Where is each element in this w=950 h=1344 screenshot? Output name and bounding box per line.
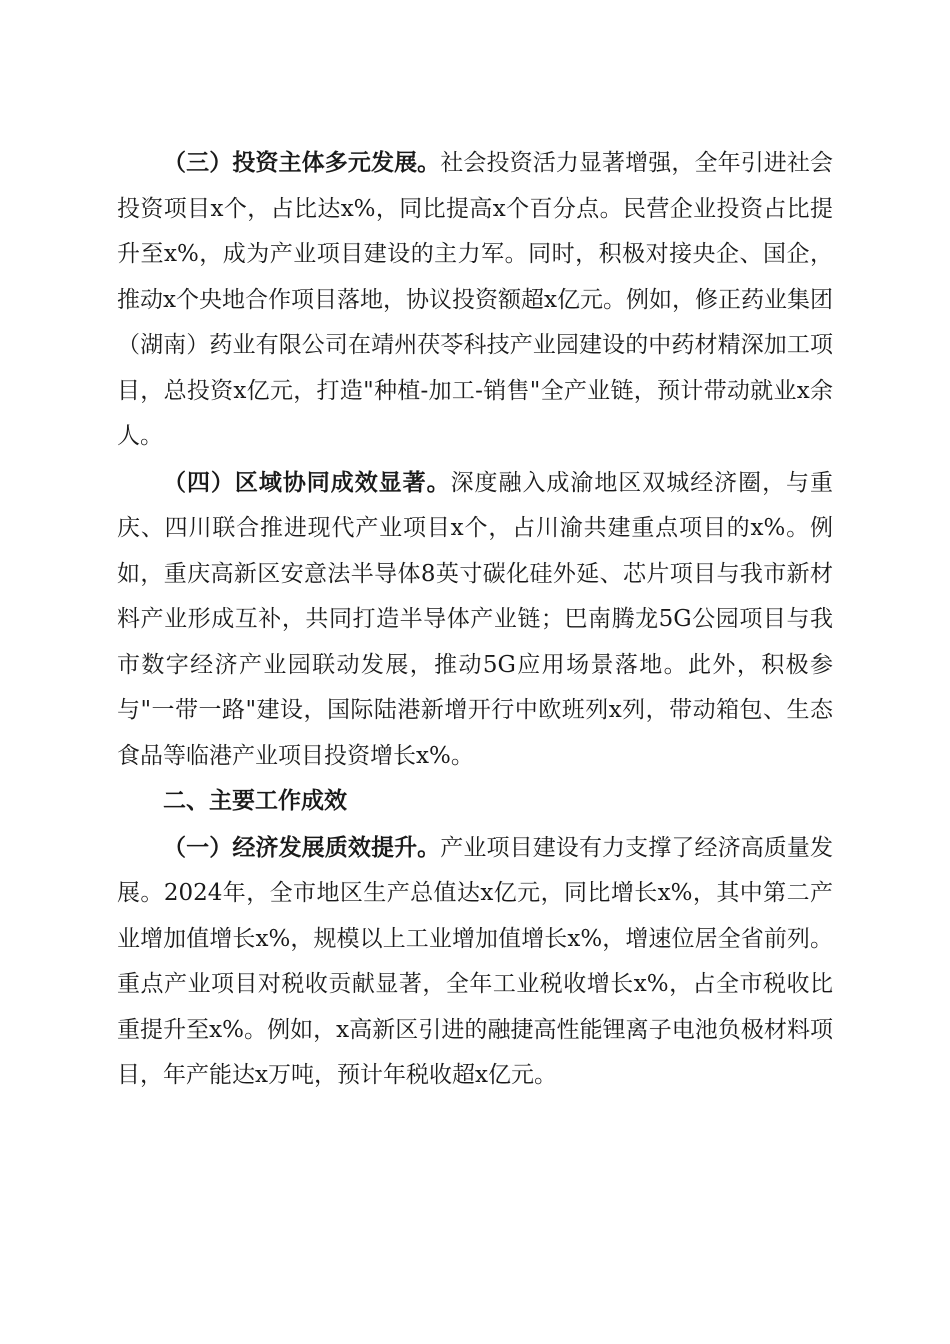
document-body: [117, 140, 833, 1099]
paragraph-text: 深度融入成渝地区双城经济圈，与重庆、四川联合推进现代产业项目x个，占川渝共建重点项目的x%。例如，重庆高新区安意法半导体8英寸碳化硅外延、芯片项目与我市新材料产业形成互补，共同打造半导体产业链；巴南腾龙5G公园项目与我市数字经济产业园联动发展，推动5G应用场景落地。此外，积极参与"一带一路"建设，国际陆港新增开行中欧班列x列，带动箱包、生态食品等临港产业项目投资增长x%。: [117, 469, 834, 769]
paragraph-lead: （四）区域协同成效显著。: [163, 468, 451, 496]
paragraph-text: 社会投资活力显著增强，全年引进社会投资项目x个，占比达x%，同比提高x个百分点。民营企业投资占比提升至x%，成为产业项目建设的主力军。同时，积极对接央企、国企，推动x个央地合作项目落地，协议投资额超x亿元。例如，修正药业集团（湖南）药业有限公司在靖州茯苓科技产业园建设的中药材精深加工项目，总投资x亿元，打造"种植-加工-销售"全产业链，预计带动就业x余人。: [117, 150, 834, 449]
paragraph-text: 产业项目建设有力支撑了经济高质量发展。2024年，全市地区生产总值达x亿元，同比增长x%，其中第二产业增加值增长x%，规模以上工业增加值增长x%，增速位居全省前列。重点产业项目对税收贡献显著，全年工业税收增长x%，占全市税收比重提升至x%。例如，x高新区引进的融捷高性能锂离子电池负极材料项目，年产能达x万吨，预计年税收超x亿元。: [117, 834, 834, 1088]
section-heading: 二、主要工作成效: [163, 788, 347, 814]
paragraph-economic-quality: [117, 825, 833, 1099]
paragraph-investment-diversification: [117, 140, 833, 460]
paragraph-lead: （一）经济发展质效提升。: [163, 833, 441, 861]
paragraph-lead: （三）投资主体多元发展。: [163, 149, 441, 176]
paragraph-regional-coordination: [117, 460, 833, 780]
